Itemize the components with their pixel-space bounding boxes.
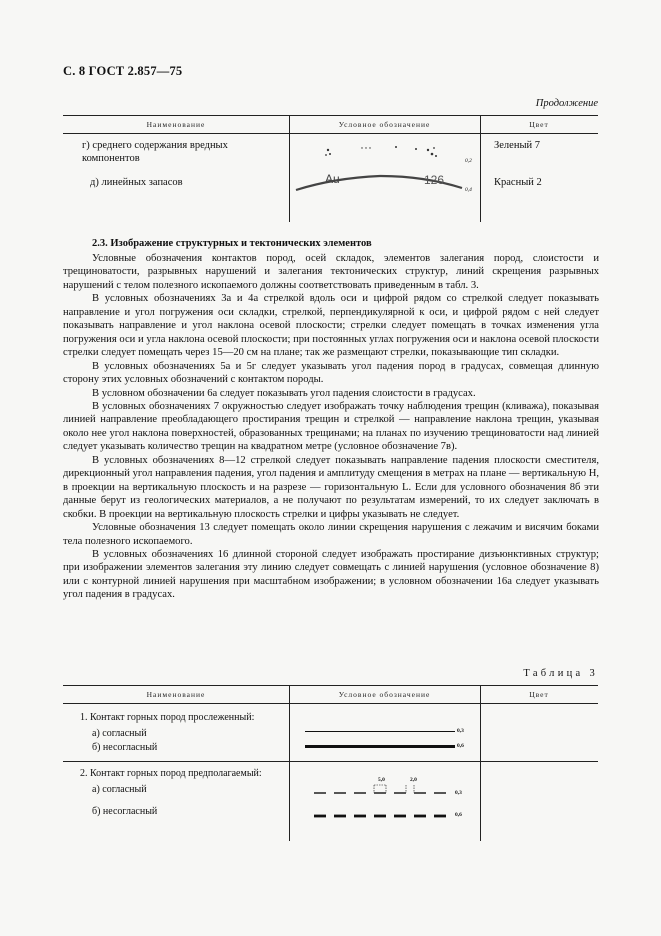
page-header: С. 8 ГОСТ 2.857—75: [63, 64, 183, 78]
item-label: б) несогласный: [92, 742, 158, 753]
table-label: Таблица 3: [523, 668, 598, 679]
contact-line-conformable: [305, 731, 455, 732]
dimension-value: 5,0: [378, 777, 385, 783]
table3-divider: [480, 685, 481, 841]
row-name: г) среднего содержания вредных компонентов: [82, 140, 228, 164]
line-width-value: 0,3: [455, 790, 462, 796]
top-table-divider: [480, 115, 481, 222]
symbol-label: Au: [325, 172, 340, 186]
paragraph: В условных обозначениях 5а и 5г следует указывать угол падения пород в градусах, совмещая длинную сторону этих условных обозначений с контактом породы.: [63, 360, 599, 386]
item-label: а) согласный: [92, 784, 147, 795]
line-width-value: 0,6: [457, 743, 464, 749]
continuation-label: Продолжение: [535, 98, 598, 109]
section-body: [63, 252, 599, 602]
group-title: 2. Контакт горных пород предполагаемый:: [80, 768, 262, 779]
line-width-value: 0,3: [457, 728, 464, 734]
symbol-size-value: 0,2: [465, 158, 472, 164]
paragraph: Условные обозначения контактов пород, осей складок, элементов залегания пород, слоистости и трещиноватости, разрывных нарушений и залегания тектонических структур, линий скрещения разрывных нарушений с телом полезного ископаемого должны соответствовать приведенным в табл. 3.: [63, 253, 599, 291]
symbol-label: 126: [424, 173, 445, 187]
top-table-header-rule: [63, 133, 598, 134]
table3-rule: [63, 685, 598, 686]
paragraph: В условных обозначениях 3а и 4а стрелкой вдоль оси и цифрой рядом со стрелкой следует показывать направление и угол погружения оси складки, стрелкой, перпендикулярной к оси, и цифрой рядом с ней следует показывать направление и угол наклона осевой плоскости; стрелки следует помещать в точках изменения угла погружения оси и угла наклона осевой плоскости; при постоянных углах погружения оси и наклона осевой плоскости стрелки следует помещать через 15—20 см на плане; так же размещают стрелки, показывающие тип складки.: [63, 293, 599, 359]
item-label: б) несогласный: [92, 806, 158, 817]
paragraph: Условные обозначения 13 следует помещать около линии скрещения нарушения с лежачим и висячим боками тела полезного ископаемого.: [63, 522, 599, 547]
column-header-name: Наименование: [146, 690, 206, 699]
table3-row-rule: [63, 761, 598, 762]
contact-line-unconformable: [305, 745, 455, 748]
row-color: Красный 2: [494, 177, 542, 188]
column-header-name: Наименование: [146, 120, 206, 129]
row-color: Зеленый 7: [494, 140, 540, 151]
column-header-symbol: Условное обозначение: [338, 690, 431, 699]
paragraph: В условных обозначениях 16 длинной стороной следует изображать простирание дизъюнктивных структур; при изображении элементов залегания эту линию следует совмещать с линией нарушения (условное обозначение 8) или с контурной линией нарушения при масштабном изображении; в условном обозначении 16а следует указывать угол падения в градусах.: [63, 548, 599, 601]
group-title: 1. Контакт горных пород прослеженный:: [80, 712, 255, 723]
section-title: 2.3. Изображение структурных и тектонических элементов: [92, 238, 372, 249]
harmful-components-symbol: [320, 140, 480, 170]
top-table-rule: [63, 115, 598, 116]
paragraph: В условных обозначениях 8—12 стрелкой следует показывать направление падения плоскости сместителя, дирекционный угол направления падения, угол падения и амплитуду смещения в метрах на плане — вертикальную H, в проекции на вертикальную плоскость и на разрезе — горизонтальную L. Если для условного обозначения 8б эти данные берут из геологических материалов, а не получают по результатам измерений, то их следует заключать в скобки. В проекции на вертикальную плоскость стрелки и цифры указывать не следует.: [63, 454, 599, 520]
item-label: а) согласный: [92, 728, 147, 739]
table3-divider: [289, 685, 290, 841]
table3-header-rule: [63, 703, 598, 704]
paragraph: В условных обозначениях 7 окружностью следует изображать точку наблюдения трещин (кливажа), показывая линией направление преобладающего простирания трещин и стрелкой — направление наклона трещин, указывая около нее угол наклона поверхностей, образованных трещинами; на планах по изучению трещиноватости над линией следует указывать количество трещин на квадратном метре (условное обозначение 7в).: [63, 400, 599, 453]
line-width-value: 0,6: [455, 812, 462, 818]
top-table-divider: [289, 115, 290, 222]
dimension-value: 2,0: [410, 777, 417, 783]
column-header-color: Цвет: [529, 690, 549, 699]
column-header-symbol: Условное обозначение: [338, 120, 431, 129]
paragraph: В условном обозначении 6а следует показывать угол падения слоистости в градусах.: [92, 387, 476, 399]
column-header-color: Цвет: [529, 120, 549, 129]
symbol-size-value: 0,4: [465, 187, 472, 193]
row-name: д) линейных запасов: [90, 177, 183, 188]
